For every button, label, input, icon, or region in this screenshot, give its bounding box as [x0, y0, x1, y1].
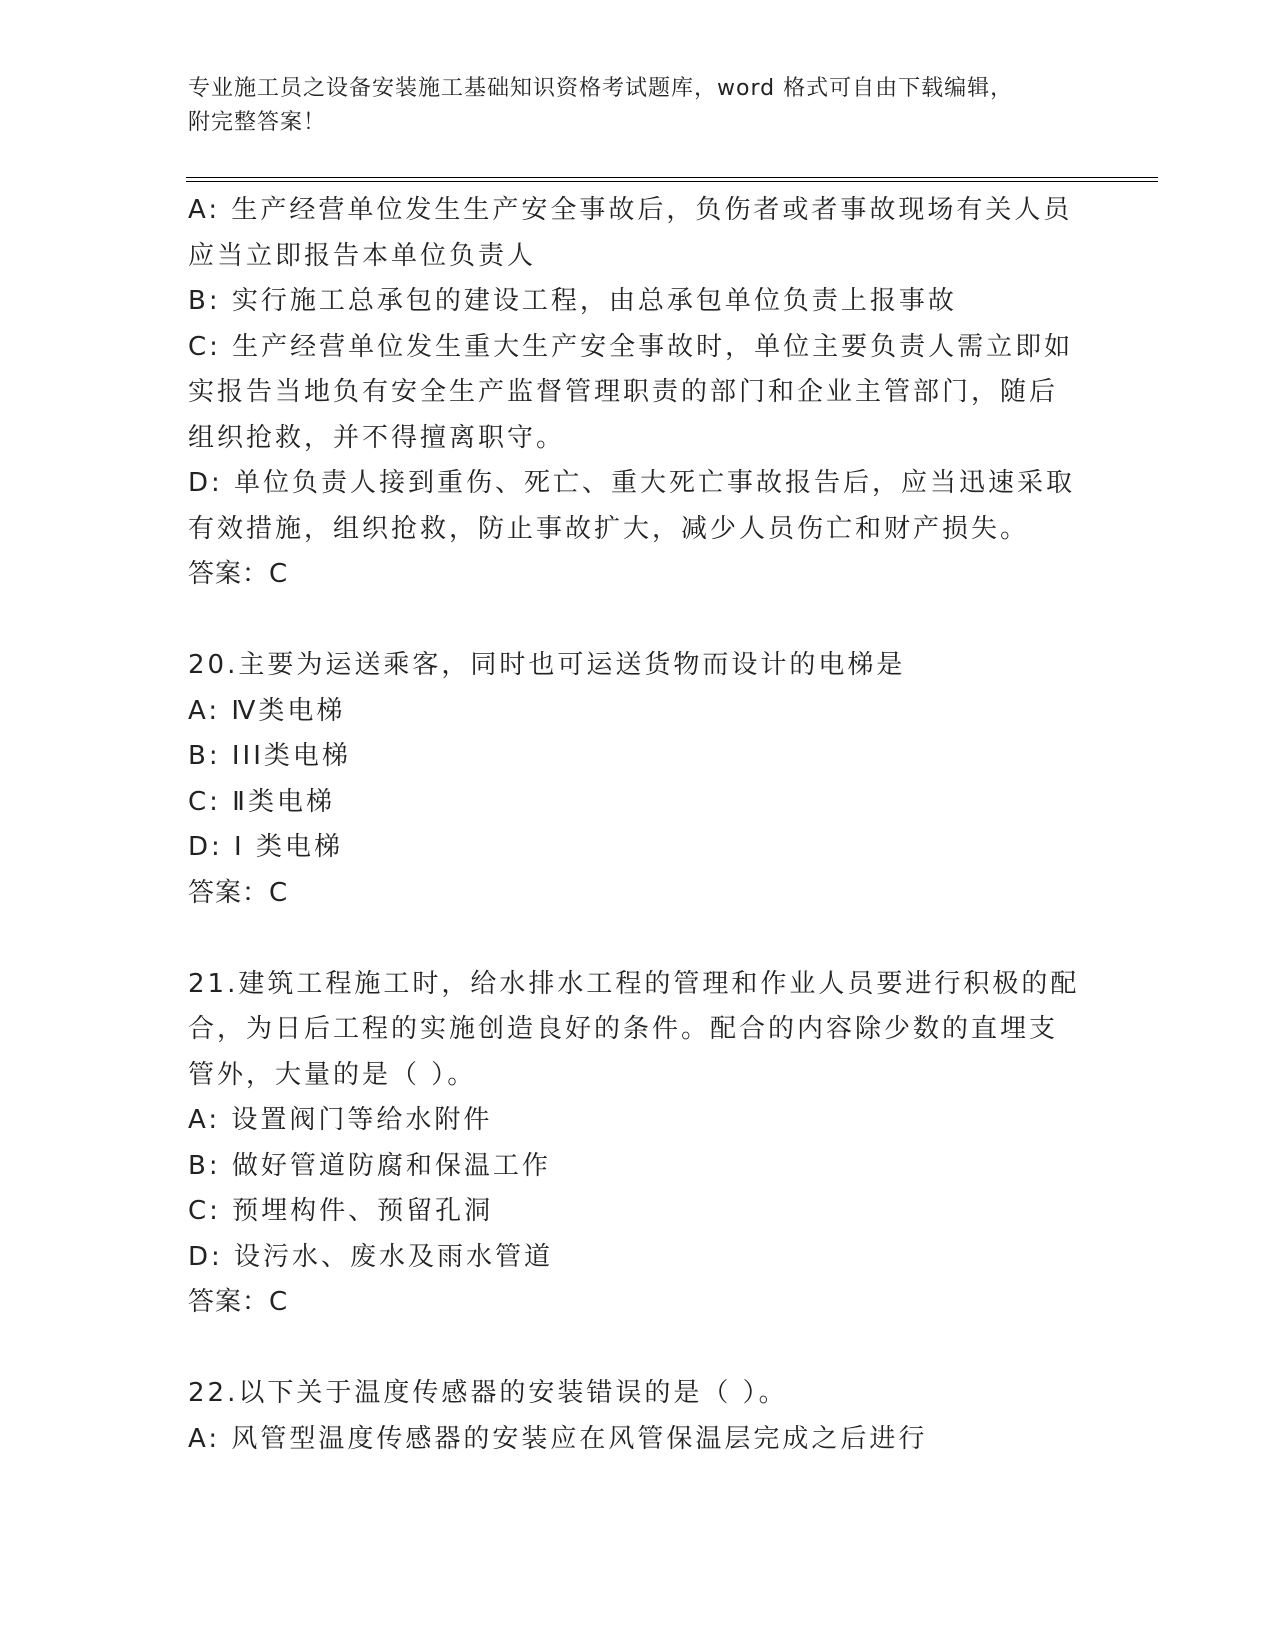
spacer [188, 598, 1088, 644]
spacer [188, 916, 1088, 962]
document-body [188, 188, 1088, 1462]
q20-stem: 20.主要为运送乘客，同时也可运送货物而设计的电梯是 [188, 650, 906, 680]
q21-stem-line-1: 21.建筑工程施工时，给水排水工程的管理和作业人员要进行积极的配 [188, 968, 1080, 999]
q20-option-a: A: Ⅳ类电梯 [188, 695, 346, 726]
q19-option-d-line-1: D: 单位负责人接到重伤、死亡、重大死亡事故报告后，应当迅速采取 [188, 468, 1076, 498]
q22-option-a: A: 风管型温度传感器的安装应在风管保温层完成之后进行 [188, 1423, 928, 1454]
q19-option-c-line-3: 组织抢救，并不得擅离职守。 [188, 422, 566, 453]
q21-option-c: C: 预埋构件、预留孔洞 [188, 1196, 494, 1226]
q19-option-b: B: 实行施工总承包的建设工程，由总承包单位负责上报事故 [188, 286, 957, 316]
q20-option-c: C: Ⅱ类电梯 [188, 786, 335, 817]
header-divider [186, 177, 1158, 182]
q20-option-b: B: III类电梯 [188, 741, 351, 771]
page-header [188, 72, 1088, 140]
spacer [188, 1326, 1088, 1372]
q19-option-c-line-2: 实报告当地负有安全生产监督管理职责的部门和企业主管部门，随后 [188, 377, 1059, 407]
q21-stem-line-3: 管外，大量的是（ ）。 [188, 1059, 477, 1090]
q21-option-a: A: 设置阀门等给水附件 [188, 1105, 493, 1135]
header-line-2: 附完整答案！ [188, 110, 327, 135]
q20-option-d: D: I 类电梯 [188, 832, 343, 862]
question-22 [188, 1371, 1088, 1462]
question-21 [188, 962, 1088, 1326]
q21-answer: 答案：C [188, 1287, 289, 1317]
q19-option-a-line-2: 应当立即报告本单位负责人 [188, 240, 537, 271]
q21-option-b: B: 做好管道防腐和保温工作 [188, 1150, 551, 1181]
q21-option-d: D: 设污水、废水及雨水管道 [188, 1241, 554, 1272]
q19-option-d-line-2: 有效措施，组织抢救，防止事故扩大，减少人员伤亡和财产损失。 [188, 513, 1030, 544]
q19-option-a-line-1: A: 生产经营单位发生生产安全事故后，负伤者或者事故现场有关人员 [188, 195, 1073, 225]
q21-stem-line-2: 合，为日后工程的实施创造良好的条件。配合的内容除少数的直埋支 [188, 1014, 1059, 1044]
q20-answer: 答案：C [188, 877, 289, 908]
header-line-1: 专业施工员之设备安装施工基础知识资格考试题库，word 格式可自由下载编辑， [188, 76, 1014, 101]
q19-answer: 答案：C [188, 559, 289, 589]
q19-option-c-line-1: C: 生产经营单位发生重大生产安全事故时，单位主要负责人需立即如 [188, 331, 1074, 362]
q22-stem: 22.以下关于温度传感器的安装错误的是（ ）。 [188, 1378, 788, 1408]
question-20 [188, 643, 1088, 916]
question-19-options [188, 188, 1088, 598]
